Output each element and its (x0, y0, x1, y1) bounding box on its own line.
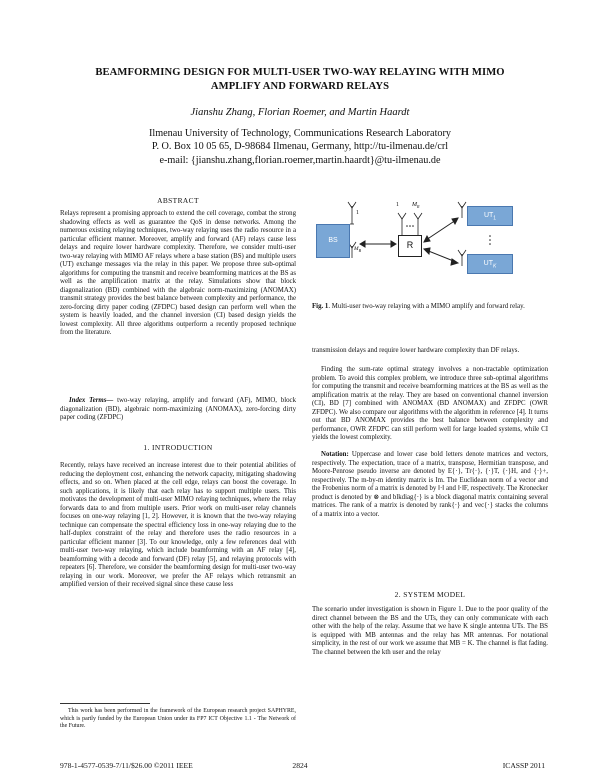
title-line-2: AMPLIFY AND FORWARD RELAYS (210, 81, 390, 92)
relay-antenna-mr (412, 202, 419, 209)
affiliation-block (0, 127, 600, 167)
utk-subscript: K (493, 263, 497, 270)
figure-caption-text: . Multi-user two-way relaying with a MIMO amplify and forward relay. (328, 303, 525, 310)
footnote-rule (60, 703, 150, 704)
footer-isbn: 978-1-4577-0539-7/11/$26.00 ©2011 IEEE (60, 761, 193, 770)
abstract-heading: ABSTRACT (157, 196, 199, 205)
paper-title (70, 66, 530, 94)
intro-paragraph-2: Finding the sum-rate optimal strategy involves a non-tractable optimization problem. To avoid this complex problem, we introduce three sub-optimal algorithms for computing the transmit and receive beamforming matrices at the BS as well as the amplification matrix at the relay. They are based on conventional channel inversion (CI), BD [7] combined with ANOMAX (BD ANOMAX) and ZFDPC (OWR ZFDPC). We also compare our algorithms with the algorithm in reference [4]. It turns out that BD ANOMAX provides the best balance between complexity and performance, OWR ZFDPC can still perform well for large loaded systems, while CI yields the lowest complexity. (312, 366, 548, 441)
intro-continued: transmission delays and require lower hardware complexity than DF relays. (312, 347, 520, 354)
relay-label: R (406, 240, 414, 250)
figure-caption-label: Fig. 1 (312, 303, 329, 310)
utk-node (467, 254, 513, 274)
notation-paragraph (312, 451, 548, 519)
system-model-heading: 2. SYSTEM MODEL (394, 590, 466, 599)
index-terms-label: Index Terms— (69, 397, 114, 404)
notation-label: Notation: (321, 451, 349, 458)
relay-antennas (398, 213, 422, 235)
index-terms (60, 397, 296, 423)
relay-node (398, 235, 422, 257)
title-line-1: BEAMFORMING DESIGN FOR MULTI-USER TWO-WAY RELAYING WITH MIMO (95, 67, 505, 78)
mb-text: M (354, 246, 359, 252)
affiliation-line-1: Ilmenau University of Technology, Communications Research Laboratory (148, 128, 451, 139)
figure-caption (312, 303, 548, 312)
ut1-subscript: 1 (493, 215, 497, 222)
paper-authors: Jianshu Zhang, Florian Roemer, and Martin Haardt (190, 107, 410, 118)
ut1-label (468, 212, 512, 221)
mb-subscript: B (358, 248, 362, 254)
bs-antenna-one: 1 (356, 210, 359, 216)
ut1-text: UT (483, 212, 494, 219)
intro-heading: 1. INTRODUCTION (143, 443, 213, 452)
affiliation-line-2: P. O. Box 10 05 65, D-98684 Ilmenau, Germany, http://tu-ilmenau.de/crl (151, 141, 449, 153)
bs-node (316, 224, 350, 258)
notation-text: Uppercase and lower case bold letters denote matrices and vectors, respectively. The expectation, trace of a matrix, transpose, Hermitian transpose, and Moore-Penrose pseudo inverse are denoted by E{·}, Tr{·}, {·}T, {·}H, and {·}+, respectively. The m-by-m identity matrix is Im. The Euclidean norm of a vector and the Frobenius norm of a matrix is denoted by ‖·‖ and ‖·‖F, respectively. The Kronecker product is denoted by ⊗ and blkdiag{·} is a block diagonal matrix containing several matrices. The rank of a matrix is denoted by rank{·} and vec{·} stacks the columns of a matrix into a vector. (312, 451, 548, 518)
utk-label (468, 260, 512, 269)
mr-text: M (412, 202, 417, 208)
footer-conference: ICASSP 2011 (502, 761, 545, 770)
utk-text: UT (483, 260, 493, 267)
affiliation-line-3: e-mail: {jianshu.zhang,florian.roemer,martin.haardt}@tu-ilmenau.de (159, 154, 441, 166)
ut-antennas (458, 202, 466, 266)
mr-subscript: R (417, 204, 420, 210)
bs-label: BS (328, 237, 338, 244)
ut1-node (467, 206, 513, 226)
abstract-text: Relays represent a promising approach to extend the cell coverage, combat the strong shadowing effects as well as guarantee the QoS in dense networks. Among the numerous existing relaying techniques, two-way relaying uses the radio resource in a particular efficient manner. Moreover, amplify and forward (AF) relays cause less delays and require lower hardware complexity. Therefore, we consider multi-user two-way relaying with MIMO AF relays where a base station (BS) and multiple users (UT) exchange messages via the relay in this paper. We propose three sub-optimal algorithms for computing the transmit and receive beamforming matrices at the BS as well as the amplification matrix at the relay. Simulations show that block diagonalization (BD) combined with the algebraic norm-maximizing (ANOMAX) transmit strategy provides the best balance between complexity and performance, the zero-forcing dirty paper coding (ZFDPC) based design can perform well when the system is heavily loaded, and the channel inversion (CI) based design yields the lowest complexity. All three algorithms outperform a recently proposed technique from the literature. (60, 210, 296, 336)
relay-antenna-one: 1 (396, 202, 399, 208)
footer-page-number: 2824 (292, 761, 308, 770)
figure-1 (312, 196, 548, 300)
system-model-text: The scenario under investigation is shown in Figure 1. Due to the poor quality of the direct channel between the BS and the UTs, they can only communicate with each other with the help of the relay. Assume that we have K single antenna UTs. The BS is equipped with MB antennas and the relay has MR antennas. For notational simplicity, in the rest of our work we assume that MB = K. The channel is flat fading. The channel between the kth user and the relay (312, 606, 548, 656)
bs-antenna-mb (354, 246, 361, 253)
footnote-text: This work has been performed in the framework of the European research project SAPHYRE, which is partly funded by the European Union under its FP7 ICT Objective 1.1 - The Network of the Future. (60, 708, 296, 730)
index-terms-text: two-way relaying, amplify and forward (AF), MIMO, block diagonalization (BD), algebraic norm-maximizing (ANOMAX), zero-forcing dirty paper coding (ZFDPC) (60, 397, 296, 421)
intro-text: Recently, relays have received an increase interest due to their potential abilities of reducing the deployment cost, enhancing the network capacity, mitigating shadowing effects, and so on. When placed at the cell edge, relays can boost the coverage. In such applications, it is likely that each relay has to support multiple users. This motivates the development of multi-user MIMO relaying techniques, where the relay forwards data to and from multiple users. Prior work on multi-user relay channels focuses on one-way relaying [1, 2]. However, it is known that the two-way relaying technique can compensate the spectral efficiency loss in one-way relaying due to the half-duplex constraint of the relay and therefore uses the radio resources in a particular efficient manner [3]. To our knowledge, only a few references deal with multi-user two-way relaying, which include beamforming with an AF relay [4], beamforming with a decode and forward (DF) relay [5], and relaying protocols with repeaters [6]. Therefore, we consider the beamforming design for multi-user two-way relaying in our work. Moreover, we prefer the AF relays which retransmit an amplified version of their received signal since these cause less (60, 462, 296, 588)
